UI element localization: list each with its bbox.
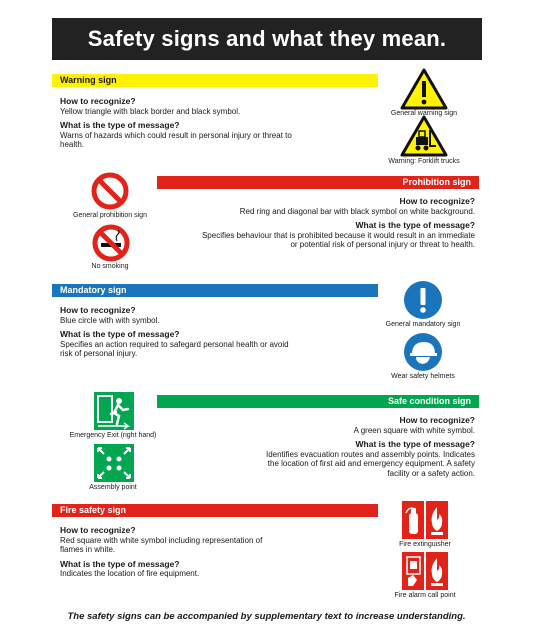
safe-q1: How to recognize? xyxy=(399,415,475,425)
mandatory-exclamation-icon xyxy=(403,280,443,320)
prohibition-q2: What is the type of message? xyxy=(355,220,475,231)
safe-a1: A green square with white symbol. xyxy=(353,425,475,435)
prohibition-icon xyxy=(91,172,129,210)
fire-alarm-icon xyxy=(402,552,448,590)
safe-description xyxy=(200,416,475,484)
warning-caption-2: Warning: Forklift trucks xyxy=(388,158,460,165)
mandatory-a2: Specifies an action required to safegard personal health or avoid risk of personal injury. xyxy=(60,339,289,359)
fire-a2: Indicates the location of fire equipment. xyxy=(60,569,200,579)
warning-caption-1: General warning sign xyxy=(390,110,458,117)
mandatory-q1: How to recognize? xyxy=(60,305,136,315)
footer-note: The safety signs can be accompanied by supplementary text to increase understanding. xyxy=(67,611,466,622)
warning-a2: Warns of hazards which could result in personal injury or threat to health. xyxy=(60,130,292,150)
fire-description xyxy=(60,526,300,584)
fire-bar: Fire safety sign xyxy=(52,504,378,517)
fire-extinguisher-icon xyxy=(402,501,448,539)
warning-exclamation-icon xyxy=(400,68,448,110)
prohibition-q1: How to recognize? xyxy=(399,196,475,206)
safe-bar: Safe condition sign xyxy=(157,395,479,408)
page-title: Safety signs and what they mean. xyxy=(52,18,482,60)
fire-a1: Red square with white symbol including representation of flames in white. xyxy=(60,535,263,555)
fire-caption-1: Fire extinguisher xyxy=(399,541,451,548)
mandatory-description xyxy=(60,306,340,364)
safe-q2: What is the type of message? xyxy=(355,439,475,450)
mandatory-caption-2: Wear safety helmets xyxy=(391,373,455,380)
mandatory-bar: Mandatory sign xyxy=(52,284,378,297)
forklift-warning-icon xyxy=(400,115,448,157)
mandatory-q2: What is the type of message? xyxy=(60,329,180,340)
safe-a2: Identifies evacuation routes and assembly points. Indicates the location of first aid and emergency equipment. A safety facility or a safety action. xyxy=(265,449,475,478)
prohibition-caption-1: General prohibition sign xyxy=(73,212,147,219)
prohibition-description xyxy=(200,197,475,255)
prohibition-bar: Prohibition sign xyxy=(157,176,479,189)
safety-helmet-icon xyxy=(403,332,443,372)
fire-caption-2: Fire alarm call point xyxy=(394,592,456,599)
fire-q2: What is the type of message? xyxy=(60,558,180,569)
assembly-point-icon xyxy=(94,444,134,482)
safe-caption-2: Assembly point xyxy=(89,484,137,491)
warning-q2: What is the type of message? xyxy=(60,120,180,131)
prohibition-caption-2: No smoking xyxy=(91,263,129,270)
warning-description xyxy=(60,97,340,155)
warning-bar: Warning sign xyxy=(52,74,378,87)
fire-q1: How to recognize? xyxy=(60,525,136,535)
prohibition-a2: Specifies behaviour that is prohibited because it would result in an immediate or potential risk of personal injury or threat to health. xyxy=(201,230,475,250)
warning-a1: Yellow triangle with black border and black symbol. xyxy=(60,106,241,116)
warning-q1: How to recognize? xyxy=(60,96,136,106)
no-smoking-icon xyxy=(92,224,130,262)
mandatory-a1: Blue circle with with symbol. xyxy=(60,315,160,325)
safe-caption-1: Emergency Exit (right hand) xyxy=(69,432,157,439)
emergency-exit-icon xyxy=(94,392,134,430)
mandatory-caption-1: General mandatory sign xyxy=(385,321,461,328)
prohibition-a1: Red ring and diagonal bar with black symbol on white background. xyxy=(239,206,475,216)
